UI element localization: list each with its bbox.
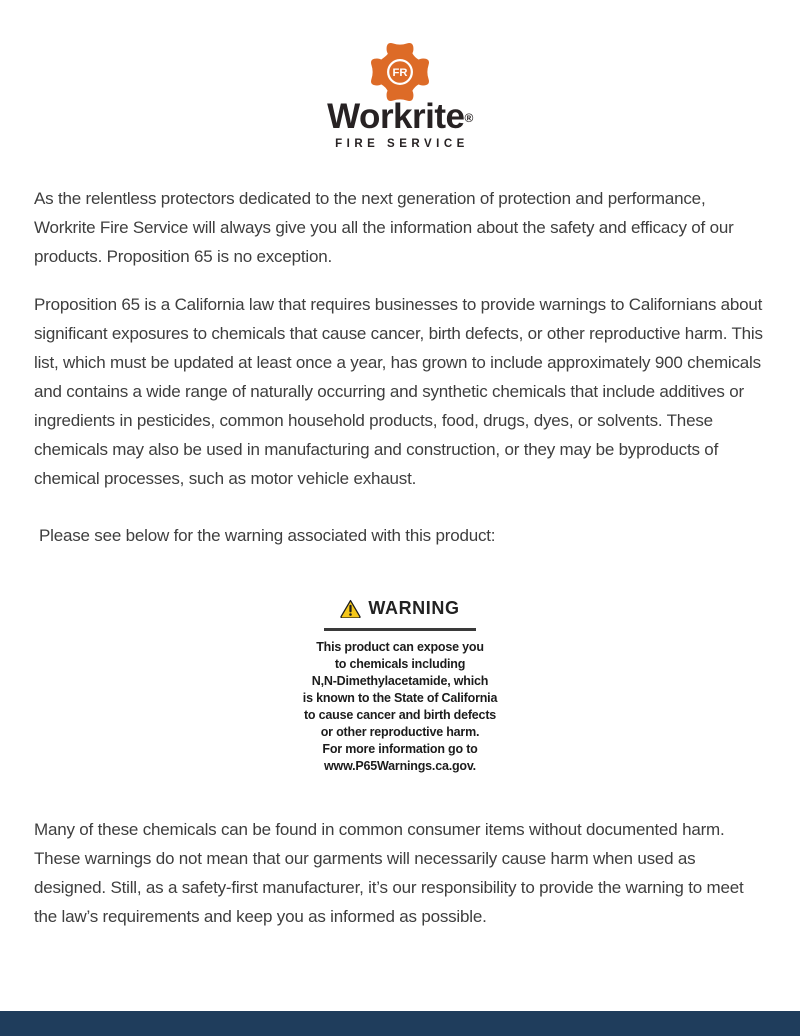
warning-header xyxy=(260,594,540,623)
warning-divider xyxy=(324,628,476,631)
footer-bar xyxy=(0,1011,800,1036)
intro-paragraph: As the relentless protectors dedicated to the next generation of protection and performance, Workrite Fire Service will always give you all the information about the safety and efficacy of our products. Proposition 65 is no exception. xyxy=(34,189,734,266)
warning-line: to cause cancer and birth defects xyxy=(303,708,497,722)
warning-triangle-icon xyxy=(340,599,361,618)
warning-line: to chemicals including xyxy=(334,657,466,671)
article-body xyxy=(0,184,800,931)
prop65-explainer-paragraph: Proposition 65 is a California law that requires businesses to provide warnings to Californians about significant exposures to chemicals that cause cancer, birth defects, or other reproductive harm. This list, which must be updated at least once a year, has grown to include approximately 900 chemicals and contains a wide range of naturally occurring and synthetic chemicals that include additives or ingredients in pesticides, common household products, food, drugs, dyes, or solvents. These chemicals may also be used in manufacturing and construction, or they may be byproducts of chemical processes, such as motor vehicle exhaust. xyxy=(34,295,763,488)
see-below-paragraph: Please see below for the warning associated with this product: xyxy=(39,526,496,545)
warning-title: WARNING xyxy=(368,598,460,618)
registered-mark: ® xyxy=(464,111,473,125)
badge-initials: FR xyxy=(392,67,408,80)
warning-line: For more information go to xyxy=(322,742,478,756)
warning-line: This product can expose you xyxy=(316,640,484,654)
warning-line: or other reproductive harm. xyxy=(320,725,480,739)
warning-text xyxy=(260,639,540,775)
brand-tagline: FIRE SERVICE xyxy=(335,138,469,150)
prop65-warning-label xyxy=(260,594,540,775)
warning-line: www.P65Warnings.ca.gov. xyxy=(324,759,476,773)
warning-line: N,N-Dimethylacetamide, which xyxy=(311,674,489,688)
warning-line: is known to the State of California xyxy=(302,691,498,705)
brand-name xyxy=(0,99,800,135)
brand-logo xyxy=(0,0,800,150)
fire-cross-badge-icon xyxy=(368,40,432,104)
brand-wordmark: Workrite xyxy=(327,97,465,136)
closing-paragraph: Many of these chemicals can be found in common consumer items without documented harm. These warnings do not mean that our garments will necessarily cause harm when used as designed. Still, as a safety-first manufacturer, it’s our responsibility to provide the warning to meet the law’s requirements and keep you as informed as possible. xyxy=(34,820,744,926)
